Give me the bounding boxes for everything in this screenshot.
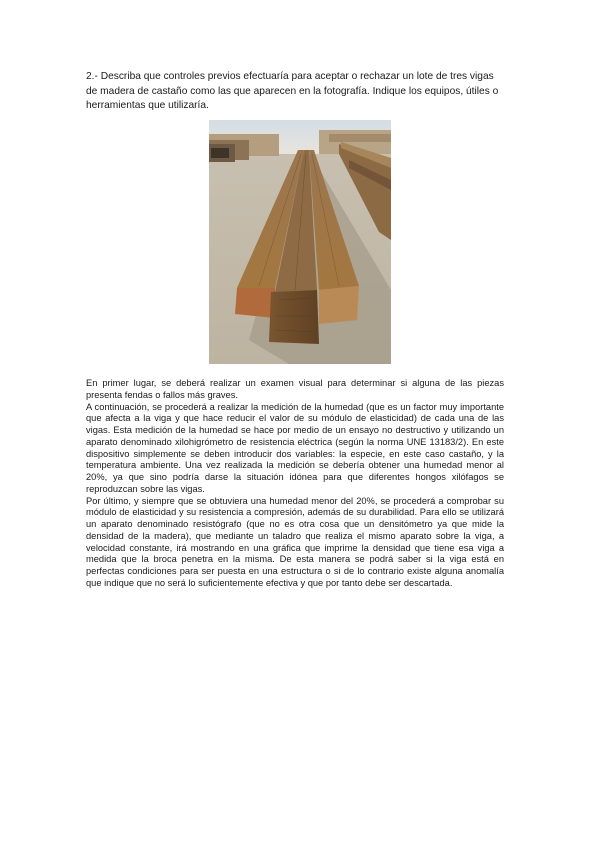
answer-text xyxy=(86,378,504,590)
paragraph-resistograph: Por último, y siempre que se obtuviera una humedad menor del 20%, se procederá a comprobar su módulo de elasticidad y su resistencia a compresión, además de su durabilidad. Para ello se utilizará un aparato denominado resistógrafo (que no es otra cosa que un densitómetro ya que mide la densidad de la madera), que mediante un taladro que realiza el mismo aparato sobre la viga, a velocidad constante, irá mostrando en una gráfica que imprime la densidad que tiene esa viga a medida que la broca penetra en la misma. De esta manera se podrá saber si la viga está en perfectas condiciones para ser puesta en una estructura o si de lo contrario existe alguna anomalía que indique que no será lo suficientemente efectiva y que por tanto debe ser descartada. xyxy=(86,495,504,588)
timber-beams-photo xyxy=(209,120,391,364)
question-text: 2.- Describa que controles previos efectuaría para aceptar o rechazar un lote de tres vigas de madera de castaño como las que aparecen en la fotografía. Indique los equipos, útiles o herramientas que utilizaría. xyxy=(86,71,499,111)
paragraph-visual-exam: En primer lugar, se deberá realizar un examen visual para determinar si alguna de las piezas presenta fendas o fallos más graves. xyxy=(86,378,504,400)
paragraph-humidity: A continuación, se procederá a realizar la medición de la humedad (que es un factor muy importante que afecta a la viga y que hace reducir el valor de su módulo de elasticidad) de cada una de las vigas. Esta medición de la humedad se hace por medio de un ensayo no destructivo y utilizando un aparato denominado xilohigrómetro de resistencia eléctrica (según la norma UNE 13183/2). En este dispositivo simplemente se deben introducir dos variables: la especie, en este caso castaño, y la temperatura ambiente. Una vez realizada la medición se debería obtener una humedad menor al 20%, ya que sino podría darse la situación idónea para que diferentes hongos xilófagos se reproduzcan sobre las vigas. xyxy=(86,401,504,494)
